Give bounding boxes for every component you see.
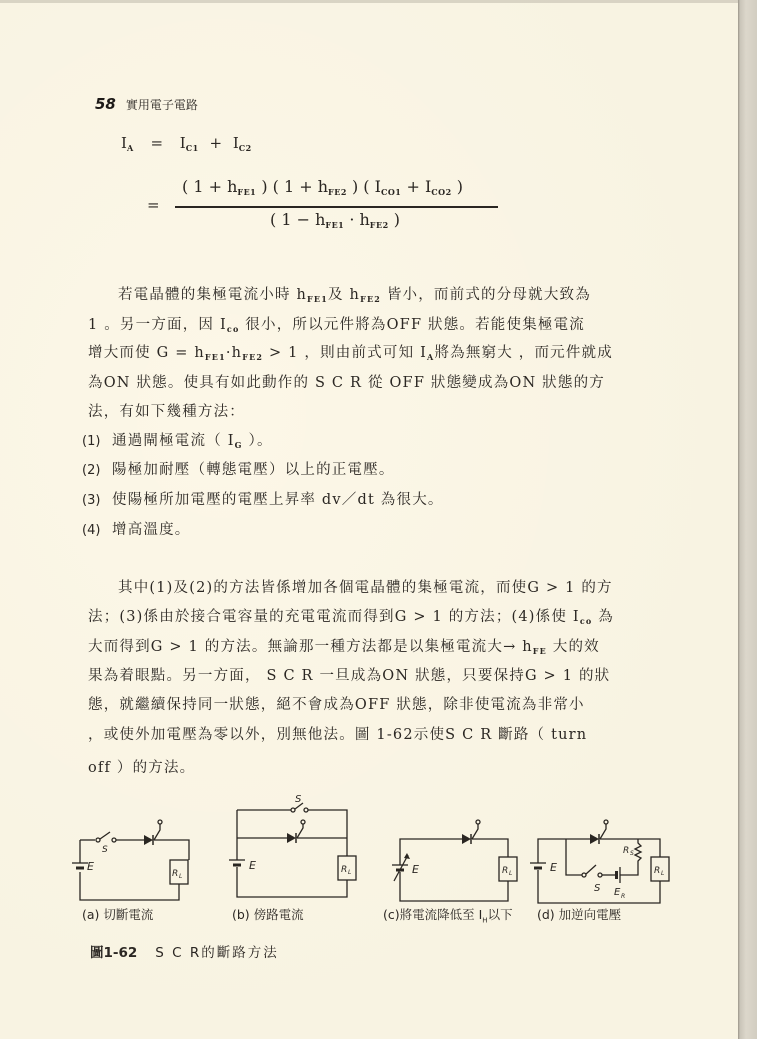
eq-lhs-sub: A (126, 143, 134, 153)
text-sub: co (226, 324, 240, 334)
text-sub: FE2 (360, 294, 382, 304)
text-run: 及 h (328, 287, 361, 303)
text-sub: FE2 (242, 352, 264, 362)
equation-line-1 (121, 134, 252, 153)
reverse-source-label: E (614, 887, 621, 898)
num-part: ) ( 1 + h (256, 177, 329, 196)
caption-c-text: 以下 (487, 907, 513, 922)
list-item-text: 陽極加耐壓（轉態電壓）以上的正電壓。 (112, 462, 395, 478)
load-label: R (502, 866, 509, 876)
battery-label: E (550, 861, 557, 874)
running-head (95, 95, 198, 115)
text-line (118, 285, 591, 309)
svg-text:L: L (348, 869, 352, 876)
text-sub: FE (532, 646, 547, 656)
list-item-sub: G (234, 440, 243, 450)
page-edge-shadow (738, 0, 757, 1039)
den-sub: FE2 (369, 220, 389, 230)
text-line: 其中(1)及(2)的方法皆係增加各個電晶體的集極電流，而使G > 1 的方 (118, 580, 613, 596)
list-item (82, 520, 191, 541)
den-part: ( 1 − h (270, 210, 326, 229)
list-item-text: 通過閘極電流（ I (112, 433, 235, 449)
equation-denominator (270, 210, 400, 230)
load-label: R (172, 869, 179, 879)
eq-plus: + (209, 134, 223, 152)
page-number: 58 (95, 95, 116, 113)
figure-title: S C R的斷路方法 (155, 945, 279, 961)
num-sub: CO2 (431, 187, 452, 197)
caption-c-sub: H (482, 916, 488, 925)
text-run: 皆小，而前式的分母就大致為 (381, 287, 591, 303)
eq-ic2: I (232, 134, 239, 152)
text-run: 法；(3)係由於接合電容量的充電電流而得到G > 1 的方法；(4)係使 I (88, 609, 580, 625)
text-sub: FE1 (204, 352, 226, 362)
list-item (82, 490, 444, 511)
switch-label: S (594, 883, 601, 894)
figure-caption (90, 941, 279, 961)
eq-equals: = (150, 134, 164, 152)
text-sub: A (427, 352, 435, 362)
load-label: R (341, 865, 348, 875)
text-run: 1 。另一方面，因 I (88, 317, 227, 333)
caption-c-text: (c)將電流降低至 I (383, 907, 483, 922)
circuit-a-diagram (70, 810, 190, 902)
svg-text:L: L (661, 870, 665, 877)
num-sub: CO1 (380, 187, 402, 197)
text-line: off ）的方法。 (88, 760, 196, 776)
switch-label: S (295, 794, 302, 805)
text-line (88, 607, 614, 631)
switch-label: S (102, 845, 108, 855)
circuit-d-diagram (530, 815, 670, 907)
equation-equals-2: = (147, 196, 160, 214)
eq-ic1: I (179, 134, 186, 152)
eq-lhs: I (121, 134, 127, 152)
text-run: 將為無窮大 ，而元件就成 (434, 345, 613, 361)
den-sub: FE1 (325, 220, 345, 230)
list-item-number: (1) (82, 434, 101, 449)
battery-label: E (87, 860, 94, 873)
num-part: ( 1 + h (182, 177, 238, 196)
text-line: 態，就繼續保持同一狀態，絕不會成為OFF 狀態，除非使電流為非常小 (88, 697, 585, 713)
den-part: · h (344, 210, 370, 229)
caption-a: (a) 切斷電流 (82, 907, 154, 922)
list-item (82, 431, 273, 455)
num-sub: FE1 (237, 187, 257, 197)
text-line: 果為着眼點。另一方面， S C R 一旦成為ON 狀態，只要保持G > 1 的狀 (88, 668, 611, 684)
battery-label: E (249, 859, 256, 872)
text-sub: FE1 (307, 294, 328, 304)
text-run: > 1 ，則由前式可知 I (263, 345, 428, 361)
circuit-d-reverse-voltage (530, 815, 670, 907)
circuit-b-diagram (225, 794, 355, 900)
text-run: 增大而使 G = h (88, 345, 205, 361)
num-sub: FE2 (328, 187, 347, 197)
list-item-text: ）。 (242, 433, 273, 449)
eq-ic2-sub: C2 (238, 143, 252, 153)
text-run: 大的效 (546, 639, 600, 655)
num-part: + I (401, 177, 432, 196)
num-part: ) (451, 177, 463, 196)
text-line: ，或使外加電壓為零以外，別無他法。圖 1-62示使S C R 斷路（ turn (88, 727, 588, 743)
list-item-number: (4) (82, 523, 101, 538)
list-item-number: (2) (82, 463, 101, 478)
load-label: R (654, 866, 661, 876)
text-run: 為 (592, 609, 614, 625)
circuit-c-reduce-current (392, 815, 517, 905)
list-item-number: (3) (82, 493, 101, 508)
list-item-text: 增高溫度。 (112, 522, 191, 538)
text-line (88, 315, 585, 339)
text-run: 很小，所以元件將為OFF 狀態。若能使集極電流 (239, 317, 586, 333)
page-top-shadow (0, 0, 738, 3)
num-part: ) ( I (346, 177, 381, 196)
svg-text:L: L (179, 873, 183, 880)
circuit-a-cut-current (70, 810, 190, 902)
caption-c (383, 905, 513, 925)
text-line (88, 343, 613, 367)
text-line: 為ON 狀態。使具有如此動作的 S C R 從 OFF 狀態變成為ON 狀態的方 (88, 375, 605, 391)
eq-ic1-sub: C1 (185, 143, 199, 153)
equation-numerator (182, 177, 463, 197)
text-line (88, 637, 600, 661)
circuit-b-bypass-current (225, 794, 355, 900)
den-part: ) (388, 210, 400, 229)
list-item (82, 460, 395, 481)
list-item-text: 使陽極所加電壓的電壓上昇率 dv／dt 為很大。 (112, 492, 444, 508)
text-line: 法，有如下幾種方法： (88, 404, 245, 420)
circuit-c-diagram (392, 815, 517, 905)
svg-text:L: L (509, 870, 513, 877)
caption-d: (d) 加逆向電壓 (537, 907, 622, 922)
book-title: 實用電子電路 (125, 98, 198, 112)
battery-label: E (412, 863, 419, 876)
text-run: 大而得到G > 1 的方法。無論那一種方法都是以集極電流大→ h (88, 639, 533, 655)
fraction-bar (175, 206, 498, 208)
caption-b: (b) 傍路電流 (232, 907, 304, 922)
svg-text:S: S (630, 850, 634, 857)
figure-number: 圖1-62 (90, 945, 138, 961)
resistor-label: R (623, 846, 630, 856)
text-run: ·h (225, 345, 243, 361)
text-run: 若電晶體的集極電流小時 h (118, 287, 308, 303)
text-sub: co (579, 616, 593, 626)
svg-text:R: R (621, 893, 626, 900)
